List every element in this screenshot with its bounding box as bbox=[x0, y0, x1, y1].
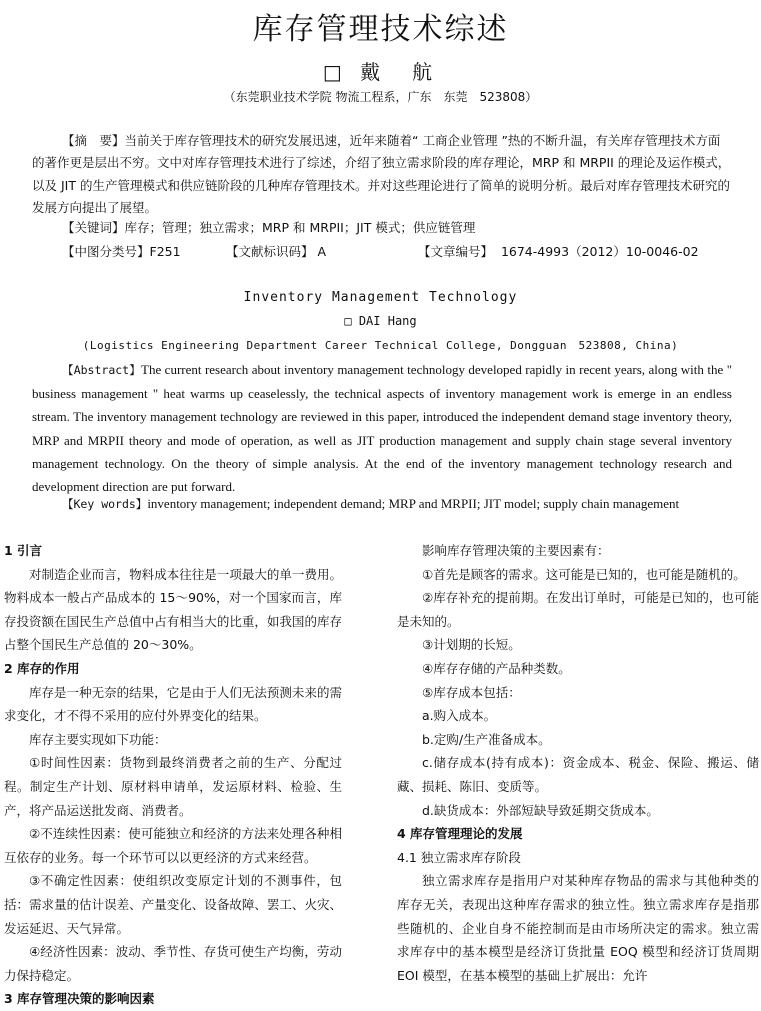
section-heading: 1 引言 bbox=[4, 543, 43, 558]
body-paragraph: ①首先是顾客的需求。这可能是已知的，也可能是随机的。 bbox=[422, 566, 746, 582]
keywords-en bbox=[62, 496, 679, 512]
body-paragraph: 库存是一种无奈的结果，它是由于人们无法预测未来的需求变化，才不得不采用的应付外界变化的结果。 bbox=[4, 684, 342, 724]
body-paragraph: ②库存补充的提前期。在发出订单时，可能是已知的，也可能是未知的。 bbox=[397, 590, 759, 629]
body-paragraph: 影响库存管理决策的主要因素有： bbox=[422, 543, 610, 558]
body-paragraph: 对制造企业而言，物料成本往往是一项最大的单一费用。物料成本一般占产品成本的 15～90%，对一个国家而言，库存投资额在国民生产总值中占有相当大的比重，如我国的库存占整个国民生产总值的 20～30%。 bbox=[4, 566, 342, 653]
body-paragraph: c.储存成本(持有成本)：资金成本、税金、保险、搬运、储藏、损耗、陈旧、变质等。 bbox=[397, 755, 759, 794]
body-paragraph: 独立需求库存是指用户对某种库存物品的需求与其他种类的库存无关，表现出这种库存需求的独立性。独立需求库存是指那些随机的、企业自身不能控制而是由市场所决定的需求。独立需求库存中的基本模型是经济订货批量 EOQ 模型和经济订货周期 EOI 模型，在基本模型的基础上扩展出：允许 bbox=[397, 873, 759, 983]
article-number: 【文章编号】 1674-4993（2012）10-0046-02 bbox=[417, 244, 699, 259]
paper-title: 库存管理技术综述 bbox=[252, 12, 509, 47]
author-affiliation: （东莞职业技术学院 物流工程系，广东 东莞 523808） bbox=[223, 90, 538, 104]
english-title: Inventory Management Technology bbox=[243, 290, 518, 305]
body-paragraph: ⑤库存成本包括： bbox=[422, 684, 521, 700]
body-paragraph: 库存主要实现如下功能： bbox=[29, 731, 167, 747]
abstract-en bbox=[32, 358, 732, 498]
keywords-cn-label: 【关键词】 bbox=[62, 220, 125, 235]
section-heading: 4.1 独立需求库存阶段 bbox=[397, 849, 521, 865]
section-heading: 3 库存管理决策的影响因素 bbox=[4, 991, 155, 1007]
keywords-en-label: 【Key words】 bbox=[62, 497, 148, 511]
body-paragraph: b.定购/生产准备成本。 bbox=[422, 731, 551, 747]
english-affiliation: (Logistics Engineering Department Career Technical College, Dongguan 523808, China) bbox=[82, 339, 679, 352]
body-paragraph: ③计划期的长短。 bbox=[422, 637, 521, 653]
author-name: □ 戴 航 bbox=[322, 60, 439, 84]
abstract-en-text: The current research about inventory management technology developed rapidly in recent years, along with the " business management " heat warms up ceaselessly, the technical aspects of inventory management work is emerge in an endless stream. The inventory management technology are reviewed in this paper, introduced the independent demand stage inventory theory, MRP and MRPII theory and mode of operation, as well as JIT production management and supply chain stage several inventory management technology. On the theory of simple analysis. At the end of the inventory management technology research and development direction are put forward. bbox=[32, 362, 733, 495]
abstract-en-label: 【Abstract】 bbox=[62, 363, 142, 377]
abstract-cn-label: 【摘 要】 bbox=[62, 133, 125, 148]
classification-row bbox=[62, 242, 742, 260]
body-column-right bbox=[397, 539, 759, 987]
english-author: □ DAI Hang bbox=[344, 314, 417, 328]
body-paragraph: d.缺货成本：外部短缺导致延期交货成本。 bbox=[422, 802, 659, 818]
keywords-cn-text: 库存；管理；独立需求；MRP 和 MRPII；JIT 模式；供应链管理 bbox=[124, 220, 476, 235]
body-paragraph: ①时间性因素：货物到最终消费者之前的生产、分配过程。制定生产计划、原材料申请单，发运原材料、检验、生产，将产品运送批发商、消费者。 bbox=[4, 755, 342, 818]
body-paragraph: ④经济性因素：波动、季节性、存货可使生产均衡，劳动力保持稳定。 bbox=[4, 944, 342, 983]
clc-code: 【中图分类号】F251 bbox=[62, 244, 181, 259]
abstract-cn bbox=[32, 130, 732, 219]
body-paragraph: ②不连续性因素：使可能独立和经济的方法来处理各种相互依存的业务。每一个环节可以以更经济的方式来经营。 bbox=[4, 826, 342, 865]
body-column-left bbox=[4, 539, 342, 1011]
section-heading: 2 库存的作用 bbox=[4, 660, 80, 676]
abstract-cn-text: 当前关于库存管理技术的研究发展迅速，近年来随着“ 工商企业管理 ”热的不断升温，有关库存管理技术方面的著作更是层出不穷。文中对库存管理技术进行了综述，介绍了独立需求阶段的库存理论，MRP 和 MRPII 的理论及运作模式，以及 JIT 的生产管理模式和供应链阶段的几种库存管理技术。并对这些理论进行了简单的说明分析。最后对库存管理技术研究的发展方向提出了展望。 bbox=[32, 133, 731, 215]
keywords-en-text: inventory management; independent demand; MRP and MRPII; JIT model; supply chain management bbox=[147, 496, 680, 511]
section-heading: 4 库存管理理论的发展 bbox=[397, 826, 523, 842]
body-paragraph: ④库存存储的产品种类数。 bbox=[422, 660, 571, 676]
body-paragraph: a.购入成本。 bbox=[422, 708, 497, 724]
doc-code: 【文献标识码】 A bbox=[225, 244, 327, 259]
keywords-cn bbox=[62, 218, 475, 236]
body-paragraph: ③不确定性因素：使组织改变原定计划的不测事件，包括：需求量的估计误差、产量变化、设备故障、罢工、火灾、发运延迟、天气异常。 bbox=[4, 873, 342, 936]
